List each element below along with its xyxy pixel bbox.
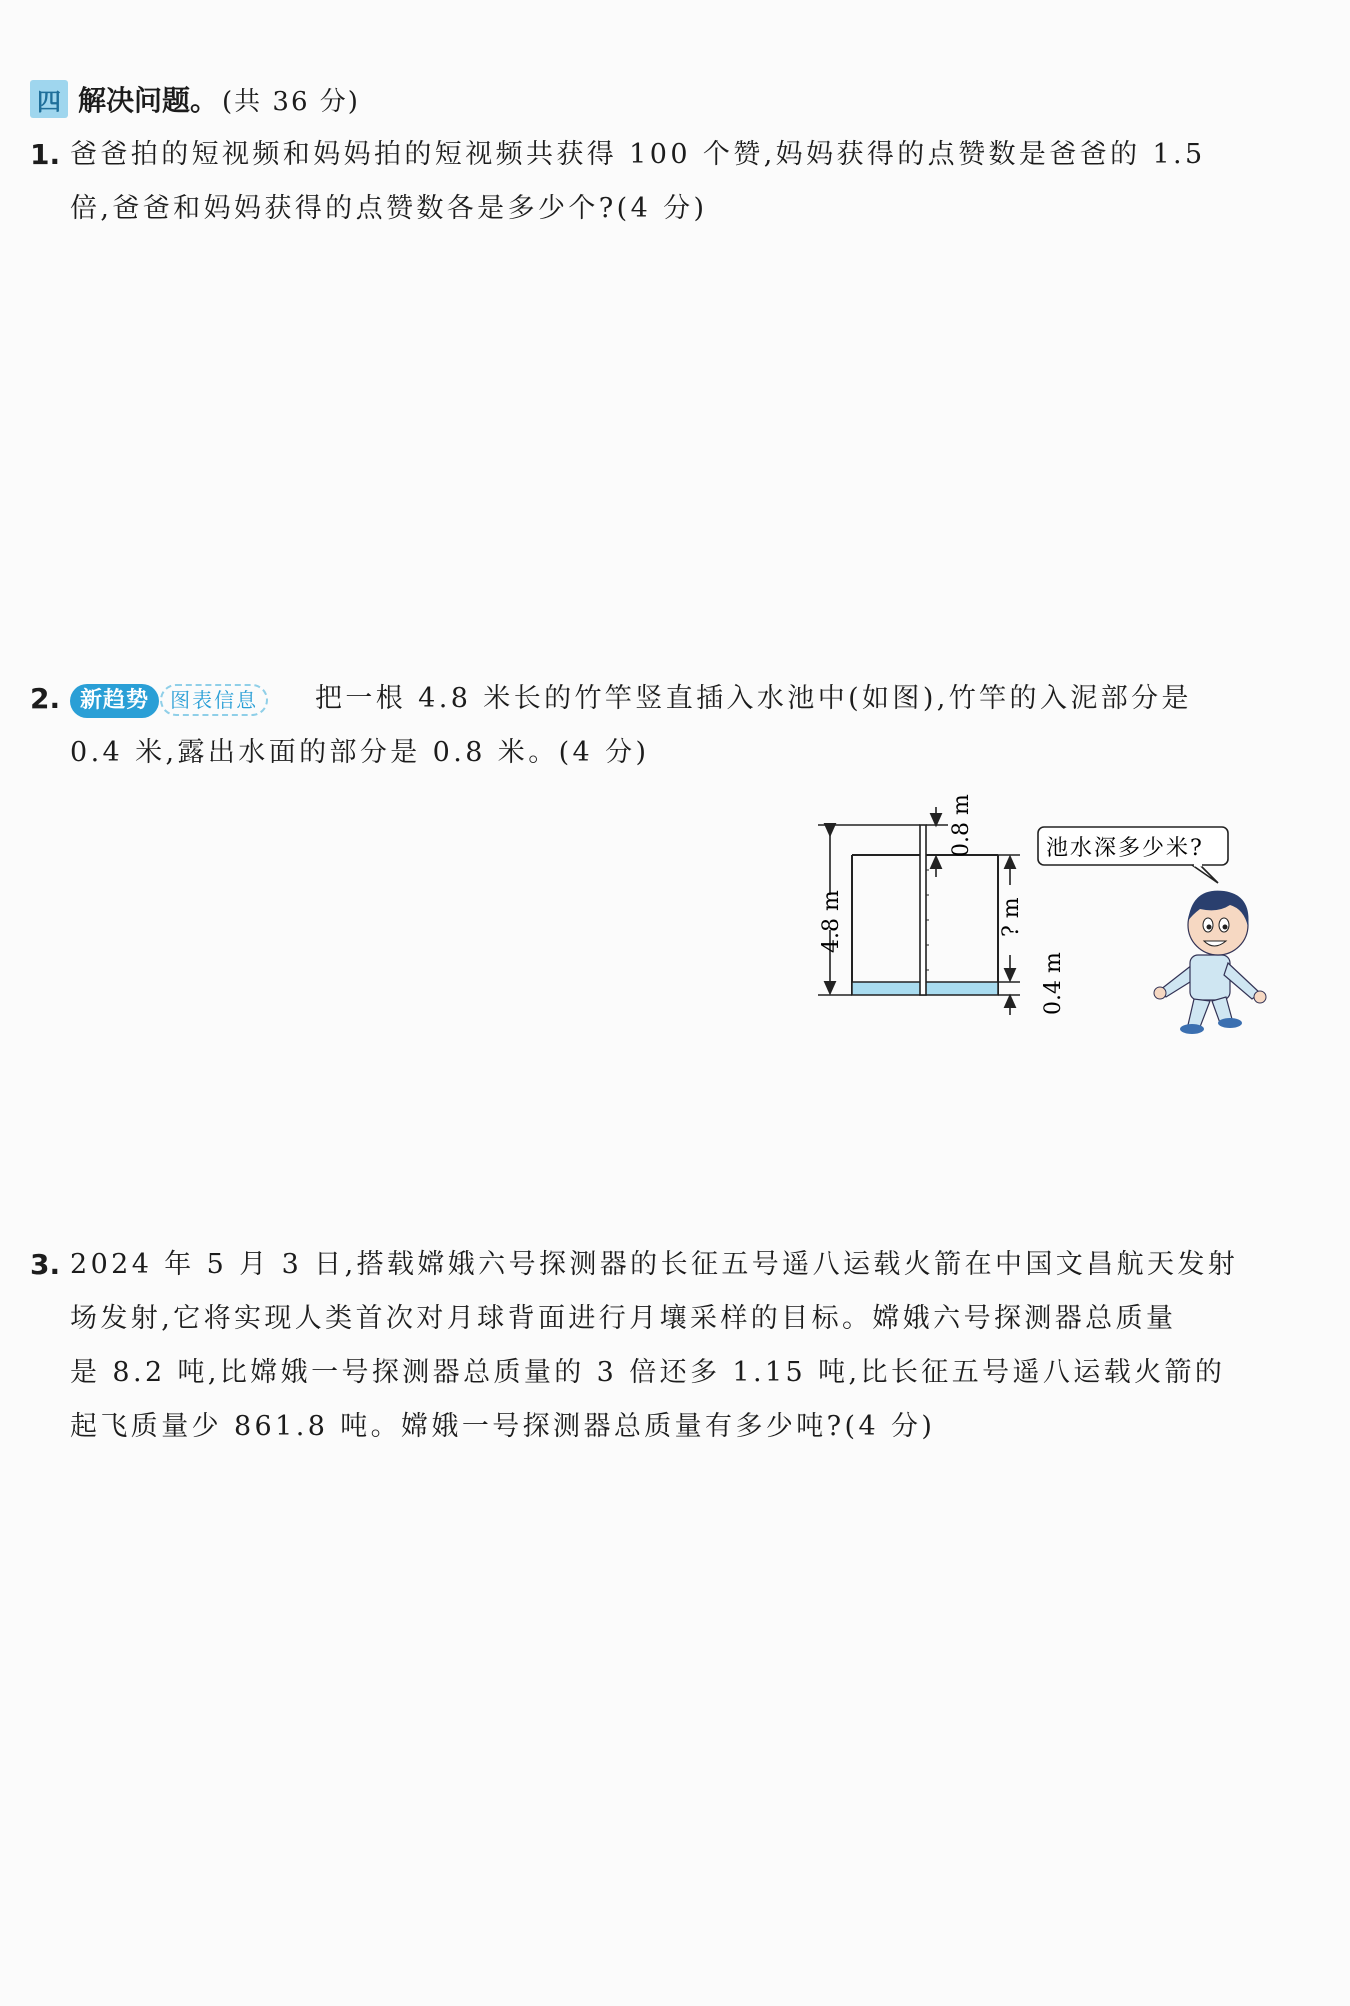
question-text-line: 是 8.2 吨,比嫦娥一号探测器总质量的 3 倍还多 1.15 吨,比长征五号遥八运载火箭的	[70, 1357, 1226, 1388]
mud-dimension	[998, 995, 1020, 1015]
question-text-line: 倍,爸爸和妈妈获得的点赞数各是多少个?(4 分)	[70, 193, 708, 224]
question-text-line: 爸爸拍的短视频和妈妈拍的短视频共获得 100 个赞,妈妈获得的点赞数是爸爸的 1.5	[70, 139, 1206, 170]
question-tags	[70, 684, 268, 718]
section-title: 解决问题。	[78, 84, 219, 117]
question-text-line: 2024 年 5 月 3 日,搭载嫦娥六号探测器的长征五号遥八运载火箭在中国文昌航天发射	[70, 1249, 1239, 1280]
section-score: (共 36 分)	[222, 86, 360, 117]
boy-illustration	[1154, 891, 1266, 1034]
question-text-line: 场发射,它将实现人类首次对月球背面进行月壤采样的目标。嫦娥六号探测器总质量	[70, 1303, 1177, 1334]
pond-diagram	[800, 785, 1340, 1035]
chart-info-tag: 图表信息	[160, 684, 268, 716]
question-text-line: 0.4 米,露出水面的部分是 0.8 米。(4 分)	[70, 737, 650, 768]
total-length-label: 4.8 m	[819, 890, 844, 953]
water-depth-label: ? m	[999, 897, 1024, 937]
mud-depth-label: 0.4 m	[1041, 952, 1066, 1015]
new-trend-tag: 新趋势	[70, 684, 159, 718]
section-heading	[30, 76, 360, 122]
question-text-line: 把一根 4.8 米长的竹竿竖直插入水池中(如图),竹竿的入泥部分是	[315, 683, 1192, 714]
bamboo-pole	[920, 825, 929, 995]
question-number: 1.	[30, 138, 61, 171]
question-number: 3.	[30, 1248, 61, 1281]
above-water-label: 0.8 m	[949, 794, 974, 857]
speech-bubble-text: 池水深多少米?	[1046, 836, 1204, 861]
section-number-badge: 四	[30, 80, 68, 118]
question-text-line: 起飞质量少 861.8 吨。嫦娥一号探测器总质量有多少吨?(4 分)	[70, 1411, 936, 1442]
above-water-dimension	[926, 807, 948, 877]
question-number: 2.	[30, 682, 61, 715]
